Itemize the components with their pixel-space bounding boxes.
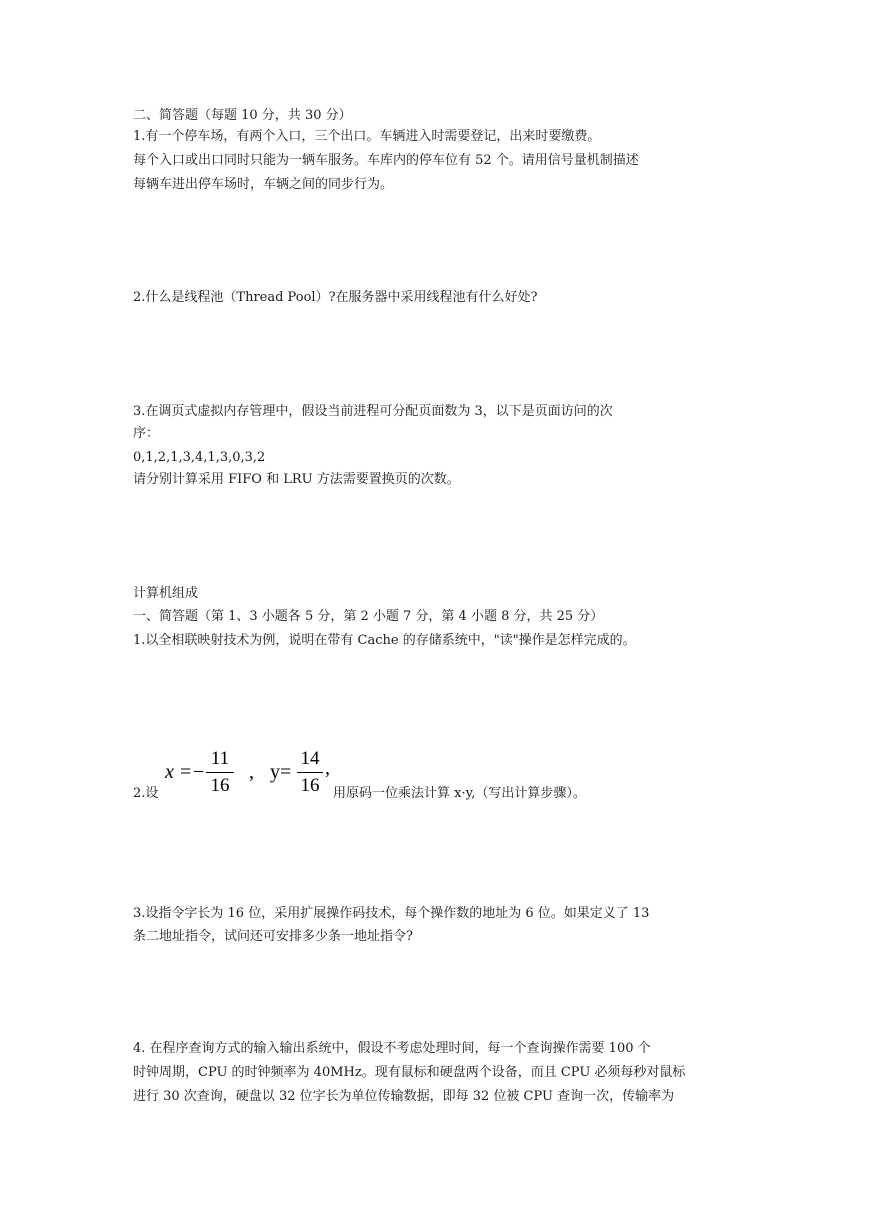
x-fraction-numerator: 11 [210, 748, 230, 769]
os-q3-line-1: 3.在调页式虚拟内存管理中，假设当前进程可分配页面数为 3，以下是页面访问的次 [133, 404, 613, 419]
co-section-heading: 一、简答题（第 1、3 小题各 5 分，第 2 小题 7 分，第 4 小题 8 分，共 25 分） [133, 609, 604, 624]
formula-equals: = [180, 761, 192, 783]
formula-x-fraction [206, 748, 234, 797]
co-q4-line-1: 4. 在程序查询方式的输入输出系统中，假设不考虑处理时间，每一个查询操作需要 100 个 [133, 1041, 651, 1056]
os-q2-line-1: 2.什么是线程池（Thread Pool）?在服务器中采用线程池有什么好处? [133, 290, 538, 305]
co-q2-suffix: 用原码一位乘法计算 x·y,（写出计算步骤）。 [333, 786, 586, 801]
y-fraction-numerator: 14 [300, 748, 320, 769]
os-q3-line-3: 0,1,2,1,3,4,1,3,0,3,2 [133, 450, 266, 465]
y-fraction-denominator: 16 [300, 775, 320, 796]
x-fraction-bar [206, 772, 234, 773]
os-q3-line-2: 序： [133, 426, 160, 441]
formula-separator: , [249, 761, 254, 783]
os-q3-line-4: 请分别计算采用 FIFO 和 LRU 方法需要置换页的次数。 [133, 472, 460, 487]
co-q3-line-1: 3.设指令字长为 16 位，采用扩展操作码技术，每个操作数的地址为 6 位。如果定义了 13 [133, 906, 650, 921]
co-q1-line-1: 1.以全相联映射技术为例，说明在带有 Cache 的存储系统中，"读"操作是怎样完成的。 [133, 633, 636, 648]
os-q1-line-3: 每辆车进出停车场时，车辆之间的同步行为。 [133, 177, 394, 192]
co-q4-line-3: 进行 30 次查询，硬盘以 32 位字长为单位传输数据，即每 32 位被 CPU 查询一次，传输率为 [133, 1089, 675, 1104]
formula-y-fraction [297, 748, 323, 797]
formula-trailing-comma: , [325, 757, 330, 779]
co-q4-line-2: 时钟周期，CPU 的时钟频率为 40MHz。现有鼠标和硬盘两个设备，而且 CPU 必须每秒对鼠标 [133, 1065, 686, 1080]
x-fraction-denominator: 16 [210, 775, 230, 796]
os-section-heading: 二、简答题（每题 10 分，共 30 分） [133, 108, 352, 123]
formula-x-variable: x [165, 761, 174, 783]
os-q1-line-1: 1.有一个停车场，有两个入口，三个出口。车辆进入时需要登记，出来时要缴费。 [133, 129, 601, 144]
formula-y-label: y= [270, 761, 292, 783]
os-q1-line-2: 每个入口或出口同时只能为一辆车服务。车库内的停车位有 52 个。请用信号量机制描述 [133, 153, 639, 168]
formula-minus: − [193, 761, 205, 783]
y-fraction-bar [297, 772, 323, 773]
co-q3-line-2: 条二地址指令，试问还可安排多少条一地址指令? [133, 929, 413, 944]
co-section-title: 计算机组成 [133, 586, 199, 601]
co-q2-prefix: 2.设 [133, 786, 159, 801]
